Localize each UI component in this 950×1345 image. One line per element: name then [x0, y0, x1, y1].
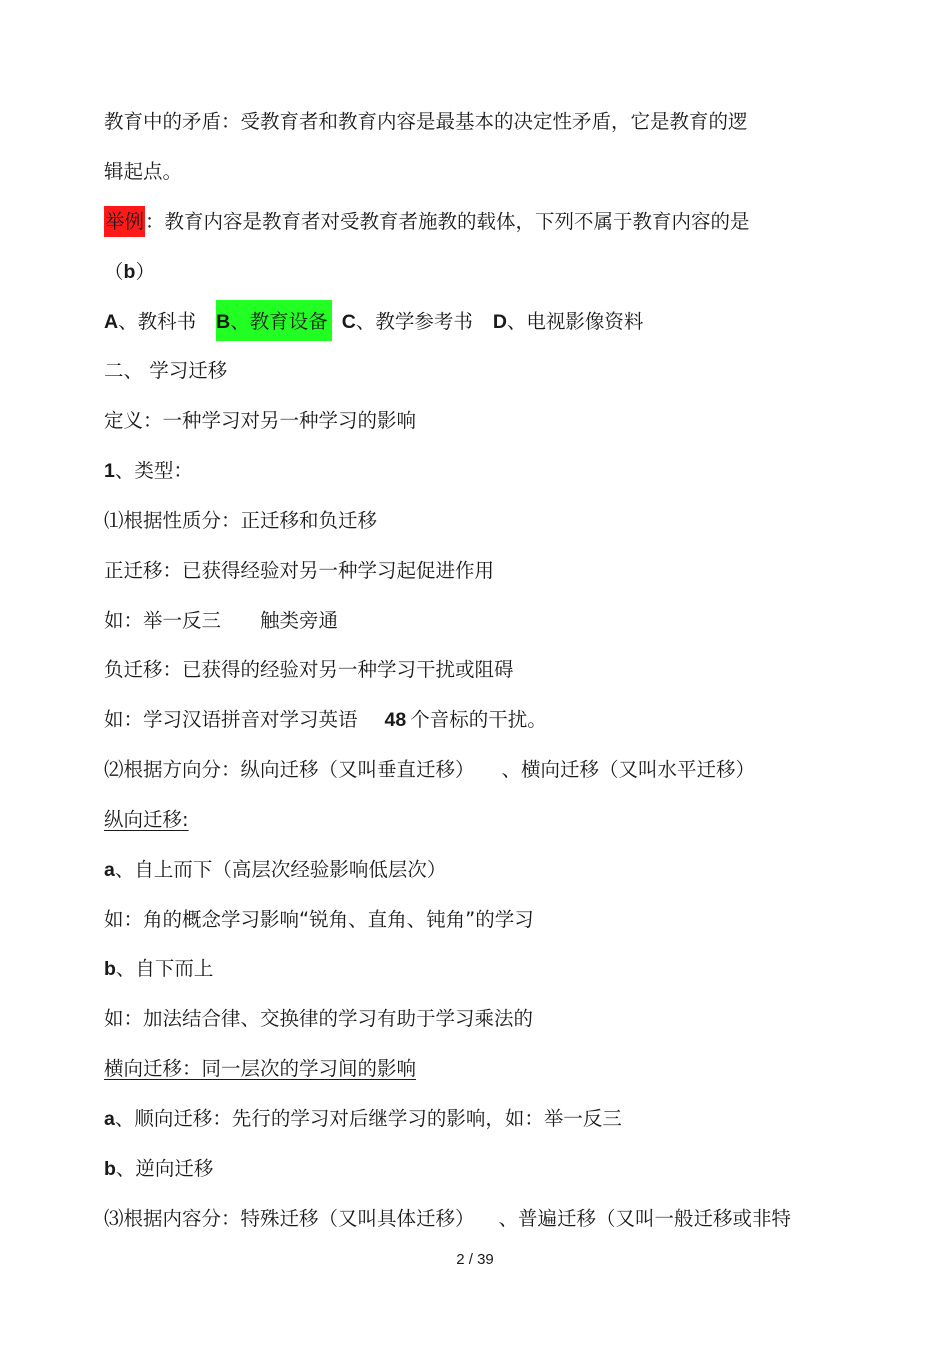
text: 定义：一种学习对另一种学习的影响	[104, 409, 417, 432]
positive-example	[104, 607, 338, 635]
option-b-letter: B	[216, 311, 231, 333]
number-48: 48	[384, 709, 407, 731]
text: 正迁移：已获得经验对另一种学习起促进作用	[104, 559, 495, 582]
text: 如：举一反三	[104, 609, 222, 632]
by-nature	[104, 507, 377, 535]
text: 、横向迁移（又叫水平迁移）	[501, 758, 756, 781]
text: 如：学习汉语拼音对学习英语	[104, 708, 358, 731]
top-down-example	[104, 906, 534, 934]
types-heading	[104, 457, 193, 485]
types-text: 、类型：	[114, 459, 193, 482]
option-c-letter: C	[341, 311, 356, 333]
text: 、自下而上	[115, 957, 214, 980]
item-letter: a	[104, 1108, 115, 1130]
text: 个音标的干扰。	[410, 708, 547, 731]
text: 、自上而下（高层次经验影响低层次）	[114, 858, 447, 881]
text: 如：加法结合律、交换律的学习有助于学习乘法的	[104, 1007, 534, 1030]
paren-open: （	[104, 260, 124, 283]
top-down	[104, 856, 446, 884]
text: 辑起点。	[104, 160, 183, 183]
text: ⑶根据内容分：特殊迁移（又叫具体迁移）	[104, 1207, 475, 1230]
example-question-text: ：教育内容是教育者对受教育者施教的载体，下列不属于教育内容的是	[145, 210, 750, 233]
option-b-highlight	[216, 300, 332, 341]
item-letter: b	[104, 1158, 116, 1180]
definition	[104, 407, 416, 435]
text: 纵向迁移:	[104, 808, 189, 831]
vertical-transfer-heading	[104, 806, 189, 834]
option-a-text: 、教科书	[118, 310, 197, 333]
types-number: 1	[104, 460, 115, 482]
text: 横向迁移：同一层次的学习间的影响	[104, 1057, 417, 1080]
text: ⑴根据性质分：正迁移和负迁移	[104, 509, 378, 532]
text: 、逆向迁移	[115, 1157, 214, 1180]
text: 负迁移：已获得的经验对另一种学习干扰或阻碍	[104, 658, 514, 681]
option-d-letter: D	[492, 311, 507, 333]
negative-example	[104, 706, 547, 734]
option-b-text: 、教育设备	[230, 310, 328, 333]
example-question	[104, 208, 750, 236]
option-a-letter: A	[104, 311, 119, 333]
backward-transfer	[104, 1155, 213, 1183]
horizontal-transfer-heading	[104, 1055, 440, 1083]
paragraph-contradiction-cont	[104, 158, 182, 186]
section-heading	[104, 357, 227, 385]
bottom-up	[104, 955, 213, 983]
positive-transfer	[104, 557, 494, 585]
option-d-text: 、电视影像资料	[506, 310, 644, 333]
paren-close: ）	[135, 260, 155, 283]
by-content	[104, 1205, 791, 1233]
by-direction	[104, 756, 755, 784]
text: 二、 学习迁移	[104, 359, 228, 382]
item-letter: a	[104, 859, 115, 881]
paragraph-contradiction	[104, 108, 748, 136]
page-number: 2 / 39	[456, 1251, 494, 1268]
options-row	[104, 308, 643, 336]
negative-transfer	[104, 656, 514, 684]
example-answer	[104, 258, 155, 286]
answer-letter: b	[123, 261, 136, 283]
text: 、普遍迁移（又叫一般迁移或非特	[498, 1207, 792, 1230]
text: ⑵根据方向分：纵向迁移（又叫垂直迁移）	[104, 758, 475, 781]
option-c-text: 、教学参考书	[355, 310, 473, 333]
forward-transfer	[104, 1105, 622, 1133]
item-letter: b	[104, 958, 116, 980]
text: 教育中的矛盾：受教育者和教育内容是最基本的决定性矛盾，它是教育的逻	[104, 110, 748, 133]
text: 、顺向迁移：先行的学习对后继学习的影响，如：举一反三	[114, 1107, 622, 1130]
example-tag-highlight: 举例	[104, 206, 145, 237]
text: 如：角的概念学习影响“锐角、直角、钝角”的学习	[104, 908, 534, 931]
bottom-up-example	[104, 1005, 533, 1033]
text: 触类旁通	[260, 609, 339, 632]
